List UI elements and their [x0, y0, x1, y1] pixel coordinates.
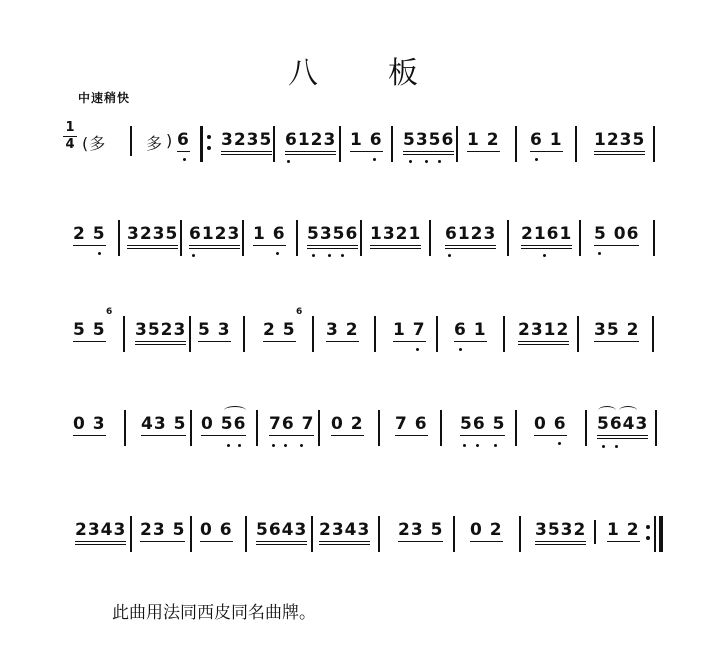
barline — [453, 516, 455, 552]
barline — [124, 410, 126, 446]
low-dot — [373, 158, 376, 161]
score-row-2 — [0, 222, 715, 282]
score-row-1 — [0, 128, 715, 188]
barline — [273, 126, 275, 162]
barline — [652, 316, 654, 352]
barline — [256, 410, 258, 446]
barline — [440, 410, 442, 446]
intro-mid: 多 — [146, 134, 164, 153]
barline — [585, 410, 587, 446]
note-group: 2161 — [521, 224, 572, 249]
repeat-dots — [207, 133, 211, 153]
note-group: 1 6 — [253, 224, 286, 244]
note-group: 5 5 — [73, 320, 106, 340]
barline — [507, 220, 509, 256]
note-group: 5 06 — [594, 224, 640, 244]
low-dot — [448, 254, 451, 257]
note-group: 6123 — [189, 224, 240, 249]
low-dot — [276, 252, 279, 255]
low-dot — [416, 348, 419, 351]
barline — [123, 316, 125, 352]
note-group: 5 3 — [198, 320, 231, 340]
repeat-start-barline — [200, 126, 203, 162]
barline — [515, 410, 517, 446]
note-group: 1 6 — [350, 130, 383, 150]
barline — [190, 410, 192, 446]
low-dot — [459, 348, 462, 351]
intro-note: 6 — [177, 130, 190, 150]
score-row-3 — [0, 307, 715, 378]
note-group: 3235 — [127, 224, 178, 249]
low-dot — [463, 444, 466, 447]
barline — [653, 220, 655, 256]
note-group: 2343 — [319, 520, 370, 545]
note-group: 0 3 — [73, 414, 106, 434]
low-dot — [98, 252, 101, 255]
barline — [456, 126, 458, 162]
note-group: 6 1 — [454, 320, 487, 340]
low-dot — [598, 252, 601, 255]
note-group: 7 6 — [395, 414, 428, 434]
note-group: 2312 — [518, 320, 569, 345]
score-row-5 — [0, 518, 715, 578]
intro-open: (多 — [82, 134, 107, 153]
note-group: 3532 — [535, 520, 586, 545]
low-dot — [183, 158, 186, 161]
barline — [655, 410, 657, 446]
footnote: 此曲用法同西皮同名曲牌。 — [112, 603, 316, 623]
low-dot — [300, 444, 303, 447]
barline — [130, 516, 132, 552]
barline — [653, 126, 655, 162]
low-dot — [494, 444, 497, 447]
note-group: 6 1 — [530, 130, 563, 150]
barline — [429, 220, 431, 256]
note-group: 1 2 — [607, 520, 640, 540]
low-dot — [328, 254, 331, 257]
final-barline — [659, 516, 663, 552]
grace-note: 6 — [296, 307, 303, 317]
barline — [378, 516, 380, 552]
slur — [224, 406, 246, 415]
note-group: 0 6 — [200, 520, 233, 540]
barline — [243, 316, 245, 352]
low-dot — [558, 442, 561, 445]
note-group: 23 5 — [140, 520, 186, 540]
low-dot — [227, 444, 230, 447]
barline — [189, 316, 191, 352]
note-group: 6123 — [285, 130, 336, 155]
barline — [296, 220, 298, 256]
low-dot — [272, 444, 275, 447]
barline — [242, 220, 244, 256]
barline — [579, 220, 581, 256]
slur — [598, 406, 616, 415]
barline — [130, 126, 132, 156]
low-dot — [192, 254, 195, 257]
tempo-marking: 中速稍快 — [78, 91, 131, 105]
note-group: 1 7 — [393, 320, 426, 340]
note-group: 0 56 — [201, 414, 247, 434]
note-group: 5356 — [403, 130, 454, 155]
barline-dashed — [594, 520, 596, 544]
barline — [378, 410, 380, 446]
low-dot — [312, 254, 315, 257]
score-row-4 — [0, 412, 715, 472]
note-group: 3523 — [135, 320, 186, 345]
low-dot — [409, 160, 412, 163]
low-dot — [543, 254, 546, 257]
barline — [515, 126, 517, 162]
note-group: 56 5 — [460, 414, 506, 434]
note-group: 0 2 — [331, 414, 364, 434]
low-dot — [284, 444, 287, 447]
note-group: 2343 — [75, 520, 126, 545]
note-group: 5643 — [256, 520, 307, 545]
barline — [374, 316, 376, 352]
note-group: 2 5 — [263, 320, 296, 340]
barline — [190, 516, 192, 552]
low-dot — [476, 444, 479, 447]
low-dot — [341, 254, 344, 257]
barline — [575, 126, 577, 162]
time-signature-numerator: 1 — [65, 120, 75, 135]
note-group: 43 5 — [141, 414, 187, 434]
note-group: 0 2 — [470, 520, 503, 540]
note-group: 35 2 — [594, 320, 640, 340]
barline — [180, 220, 182, 256]
note-group: 5356 — [307, 224, 358, 249]
note-group: 2 5 — [73, 224, 106, 244]
low-dot — [287, 160, 290, 163]
barline — [118, 220, 120, 256]
note-group: 76 7 — [269, 414, 315, 434]
grace-note: 6 — [106, 307, 113, 317]
title-char-2: 板 — [388, 56, 418, 91]
note-group: 1321 — [370, 224, 421, 249]
barline — [577, 316, 579, 352]
low-dot — [238, 444, 241, 447]
low-dot — [615, 445, 618, 448]
barline — [503, 316, 505, 352]
low-dot — [602, 445, 605, 448]
note-group: 1 2 — [467, 130, 500, 150]
barline — [245, 516, 247, 552]
barline — [436, 316, 438, 352]
barline — [312, 316, 314, 352]
repeat-dots — [646, 523, 650, 543]
barline — [339, 126, 341, 162]
barline — [391, 126, 393, 162]
repeat-end-barline — [654, 516, 656, 552]
note-group: 1235 — [594, 130, 645, 155]
note-group: 6123 — [445, 224, 496, 249]
note-group: 3235 — [221, 130, 272, 155]
note-group: 3 2 — [326, 320, 359, 340]
low-dot — [425, 160, 428, 163]
barline — [311, 516, 313, 552]
barline — [318, 410, 320, 446]
note-group: 5643 — [597, 414, 648, 439]
note-group: 23 5 — [398, 520, 444, 540]
barline — [519, 516, 521, 552]
low-dot — [535, 158, 538, 161]
note-group: 0 6 — [534, 414, 567, 434]
title-char-1: 八 — [288, 56, 318, 91]
intro-close: ) — [166, 131, 174, 150]
low-dot — [438, 160, 441, 163]
slur — [619, 406, 637, 415]
barline — [360, 220, 362, 256]
time-signature-denominator: 4 — [65, 137, 75, 152]
